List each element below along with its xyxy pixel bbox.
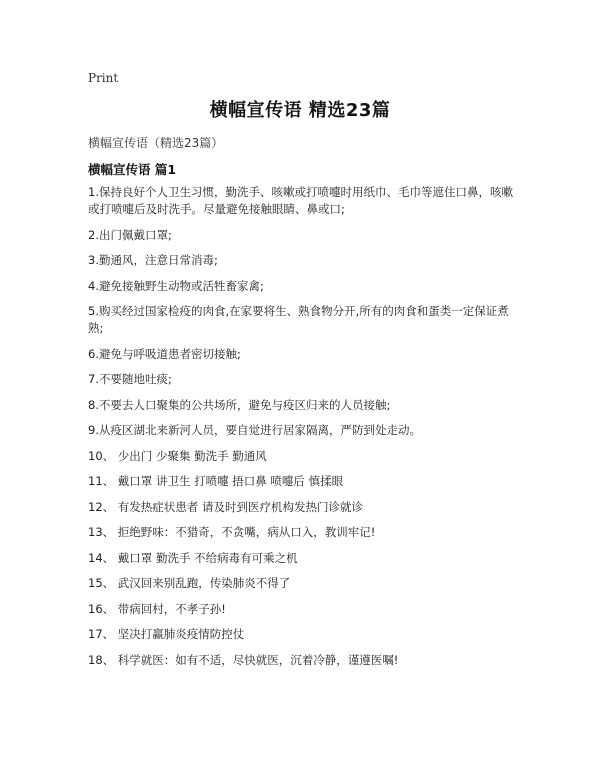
slogan-list [88, 184, 518, 677]
slogan-item: 16、 带病回村，不孝子孙! [88, 601, 226, 616]
slogan-item: 6.避免与呼吸道患者密切接触; [88, 346, 241, 361]
slogan-item: 5.购买经过国家检疫的肉食,在家要将生、熟食物分开,所有的肉食和蛋类一定保证煮熟; [88, 304, 509, 335]
slogan-item: 8.不要去人口聚集的公共场所，避免与疫区归来的人员接触; [88, 397, 391, 412]
slogan-item: 12、 有发热症状患者 请及时到医疗机构发热门诊就诊 [88, 499, 363, 514]
section-heading: 横幅宣传语 篇1 [88, 162, 177, 177]
slogan-item: 15、 武汉回来别乱跑，传染肺炎不得了 [88, 576, 291, 590]
slogan-item: 13、 拒绝野味：不猎奇，不贪嘴，病从口入，教训牢记! [88, 525, 376, 539]
slogan-item: 14、 戴口罩 勤洗手 不给病毒有可乘之机 [88, 550, 298, 565]
slogan-item: 4.避免接触野生动物或活牲畜家禽; [88, 278, 264, 293]
slogan-item: 18、 科学就医：如有不适，尽快就医，沉着冷静，谨遵医嘱! [88, 652, 399, 667]
slogan-item: 9.从疫区湖北来新河人员，要自觉进行居家隔离，严防到处走动。 [88, 423, 421, 437]
slogan-item: 11、 戴口罩 讲卫生 打喷嚏 捂口鼻 喷嚏后 慎揉眼 [88, 474, 344, 488]
slogan-item: 10、 少出门 少聚集 勤洗手 勤通风 [88, 448, 267, 463]
document-title: 横幅宣传语 精选23篇 [209, 100, 391, 121]
print-link[interactable]: Print [88, 71, 119, 85]
slogan-item: 3.勤通风，注意日常消毒; [88, 253, 218, 267]
slogan-item: 1.保持良好个人卫生习惯，勤洗手、咳嗽或打喷嚏时用纸巾、毛巾等遮住口鼻，咳嗽或打喷嚏后及时洗手。尽量避免接触眼睛、鼻或口; [88, 185, 513, 216]
slogan-item: 2.出门佩戴口罩; [88, 227, 172, 242]
slogan-item: 17、 坚决打赢肺炎疫情防控仗 [88, 627, 245, 641]
slogan-item: 7.不要随地吐痰; [88, 372, 172, 386]
document-subtitle: 横幅宣传语（精选23篇） [88, 136, 224, 150]
